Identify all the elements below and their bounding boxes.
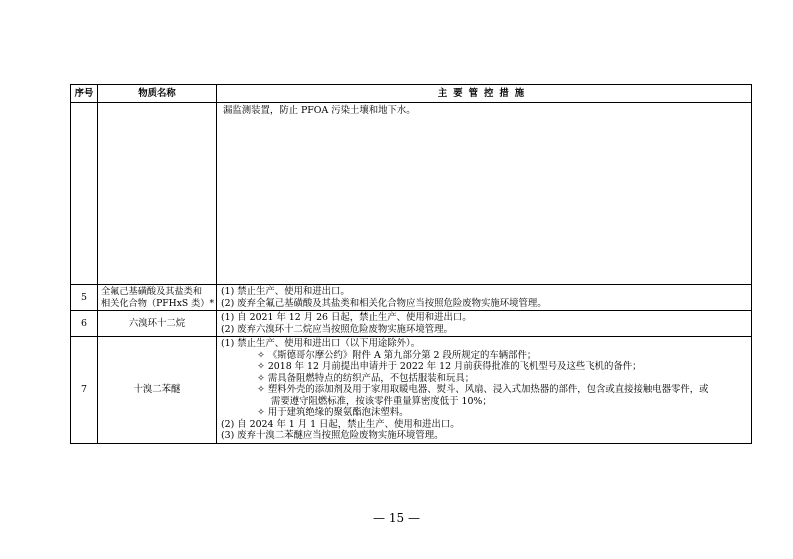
cell-name-pfhxs [98, 285, 217, 311]
table-row-7 [71, 337, 752, 444]
exemption-item: ✧ 《斯德哥尔摩公约》附件 A 第九部分第 2 段所规定的车辆部件； [257, 349, 537, 361]
cell-measures-5 [217, 285, 752, 311]
control-measures-table [70, 84, 752, 444]
name-line-2: 相关化合物（PFHxS 类）* [101, 297, 215, 309]
cell-no-empty [71, 103, 98, 285]
measure-item: (1) 禁止生产、使用和进出口。 [221, 286, 350, 297]
measure-item: (2) 废弃全氟己基磺酸及其盐类和相关化合物应当按照危险废物实施环境管理。 [221, 297, 547, 309]
measure-item: (3) 废弃十溴二苯醚应当按照危险废物实施环境管理。 [221, 430, 444, 441]
exemption-item: ✧ 塑料外壳的添加剂及用于家用取暖电器、熨斗、风扇、浸入式加热器的部件，包含或直接接触电器零件，或 [257, 384, 709, 395]
header-main-measures: 主要管控措施 [217, 85, 752, 103]
page-number: — 15 — [373, 511, 420, 525]
table-row-5 [71, 285, 752, 311]
continuation-text: 漏监测装置，防止 PFOA 污染土壤和地下水。 [223, 105, 416, 116]
measure-item: (2) 自 2024 年 1 月 1 日起，禁止生产、使用和进出口。 [221, 418, 460, 430]
table-row-6 [71, 311, 752, 337]
cell-measures-7 [217, 337, 752, 444]
measure-item: (2) 废弃六溴环十二烷应当按照危险废物实施环境管理。 [221, 323, 453, 335]
cell-name-hbcd: 六溴环十二烷 [98, 311, 217, 337]
cell-name-decabde: 十溴二苯醚 [98, 337, 217, 444]
exemption-item-continuation: 需要遵守阻燃标准，按该零件重量算密度低于 10%； [271, 395, 492, 407]
table-row-continuation [71, 103, 752, 285]
cell-no-6: 6 [71, 311, 98, 337]
header-no: 序号 [71, 85, 98, 103]
cell-measures-6 [217, 311, 752, 337]
cell-no-7: 7 [71, 337, 98, 444]
measure-item: (1) 自 2021 年 12 月 26 日起，禁止生产、使用和进出口。 [221, 312, 472, 323]
measure-item: (1) 禁止生产、使用和进出口（以下用途除外）。 [221, 338, 421, 349]
cell-name-empty [98, 103, 217, 285]
exemption-item: ✧ 用于建筑绝缘的聚氨酯泡沫塑料。 [257, 407, 409, 418]
exemption-item: ✧ 需具备阻燃特点的纺织产品，不包括服装和玩具； [257, 372, 475, 384]
name-line-1: 全氟己基磺酸及其盐类和 [101, 286, 203, 297]
table-header-row [71, 85, 752, 103]
exemption-item: ✧ 2018 年 12 月前提出申请并于 2022 年 12 月前获得批准的飞机型号及这些飞机的备件； [257, 361, 642, 372]
header-substance-name: 物质名称 [98, 85, 217, 103]
cell-measures-continuation [217, 103, 752, 285]
cell-no-5: 5 [71, 285, 98, 311]
